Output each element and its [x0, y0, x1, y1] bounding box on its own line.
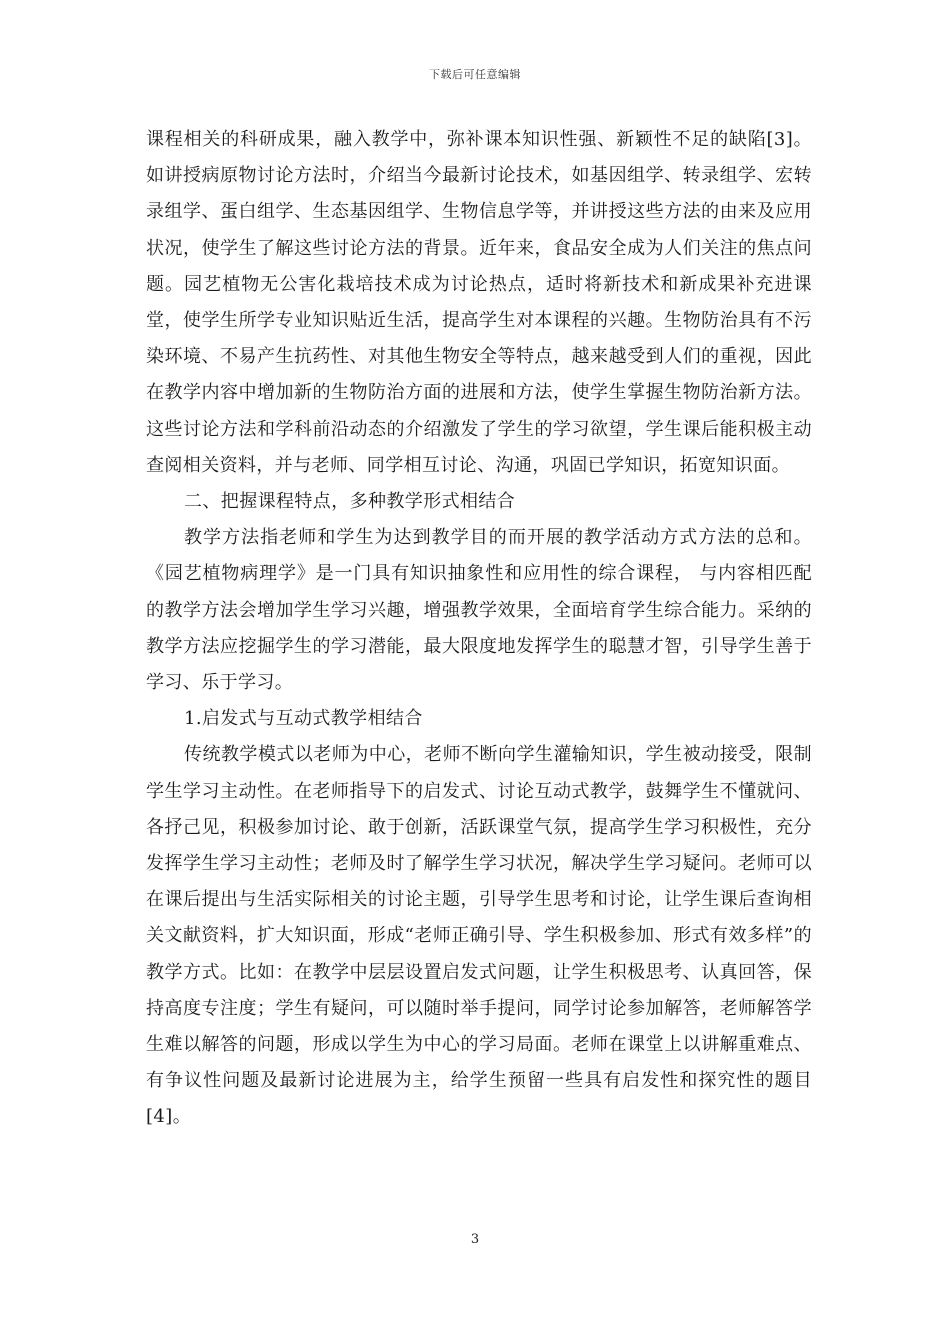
page-header: 下载后可任意编辑	[429, 68, 521, 81]
paragraph-research-results: 课程相关的科研成果，融入教学中，弥补课本知识性强、新颖性不足的缺陷[3]。如讲授病原物讨论方法时，介绍当今最新讨论技术，如基因组学、转录组学、宏转录组学、蛋白组学、生态基因组学、生物信息学等，并讲授这些方法的由来及应用状况，使学生了解这些讨论方法的背景。近年来，食品安全成为人们关注的焦点问题。园艺植物无公害化栽培技术成为讨论热点，适时将新技术和新成果补充进课堂，使学生所学专业知识贴近生活，提高学生对本课程的兴趣。生物防治具有不污染环境、不易产生抗药性、对其他生物安全等特点，越来越受到人们的重视，因此在教学内容中增加新的生物防治方面的进展和方法，使学生掌握生物防治新方法。这些讨论方法和学科前沿动态的介绍激发了学生的学习欲望，学生课后能积极主动查阅相关资料，并与老师、同学相互讨论、沟通，巩固已学知识，拓宽知识面。	[146, 129, 812, 476]
document-body	[146, 122, 812, 1136]
paragraph-teaching-methods: 教学方法指老师和学生为达到教学目的而开展的教学活动方式方法的总和。《园艺植物病理学》是一门具有知识抽象性和应用性的综合课程， 与内容相匹配的教学方法会增加学生学习兴趣，增强教学效果，全面培育学生综合能力。采纳的教学方法应挖掘学生的学习潜能，最大限度地发挥学生的聪慧才智，引导学生善于学习、乐于学习。	[146, 527, 812, 694]
page-number: 3	[470, 1232, 480, 1247]
subsection-heading-heuristic-interactive: 1.启发式与互动式教学相结合	[184, 708, 423, 730]
paragraph-traditional-teaching: 传统教学模式以老师为中心，老师不断向学生灌输知识，学生被动接受，限制学生学习主动性。在老师指导下的启发式、讨论互动式教学，鼓舞学生不懂就问、各抒己见，积极参加讨论、敢于创新，活跃课堂气氛，提高学生学习积极性，充分发挥学生学习主动性；老师及时了解学生学习状况，解决学生学习疑问。老师可以在课后提出与生活实际相关的讨论主题，引导学生思考和讨论，让学生课后查询相关文献资料，扩大知识面，形成“老师正确引导、学生积极参加、形式有效多样”的教学方式。比如：在教学中层层设置启发式问题，让学生积极思考、认真回答，保持高度专注度；学生有疑问，可以随时举手提问，同学讨论参加解答，老师解答学生难以解答的问题，形成以学生为中心的学习局面。老师在课堂上以讲解重难点、有争议性问题及最新讨论进展为主，给学生预留一些具有启发性和探究性的题目[4]。	[146, 744, 812, 1128]
section-heading-teaching-forms: 二、把握课程特点，多种教学形式相结合	[184, 491, 516, 513]
